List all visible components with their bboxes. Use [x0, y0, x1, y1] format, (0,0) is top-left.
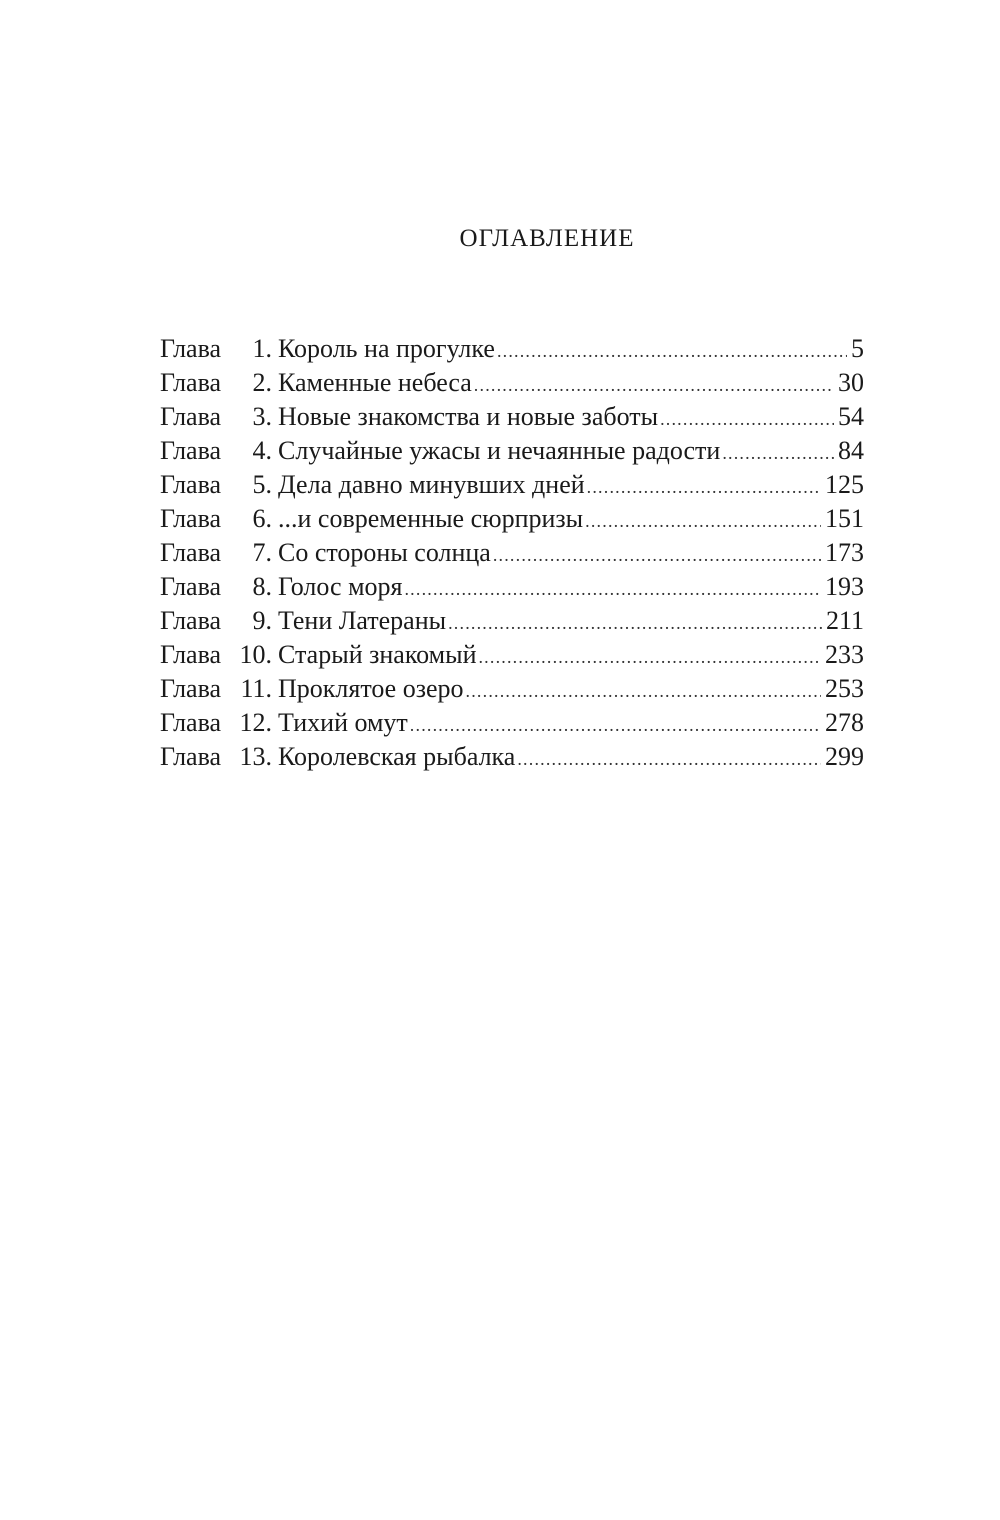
toc-entry[interactable] — [160, 570, 864, 604]
page-number: 173 — [825, 538, 864, 567]
chapter-word: Глава — [160, 368, 222, 397]
page-number: 233 — [825, 640, 864, 669]
toc-entry[interactable] — [160, 434, 864, 468]
chapter-number: 13. — [239, 742, 272, 771]
chapter-word: Глава — [160, 640, 222, 669]
dot-leader — [587, 470, 821, 504]
chapter-word: Глава — [160, 606, 222, 635]
chapter-word: Глава — [160, 674, 222, 703]
chapter-number: 1. — [252, 334, 272, 363]
chapter-word: Глава — [160, 470, 222, 499]
dot-leader — [517, 742, 821, 776]
chapter-title: Случайные ужасы и нечаянные радости — [278, 436, 721, 465]
chapter-number: 6. — [252, 504, 272, 533]
page-number: 193 — [825, 572, 864, 601]
page-number: 299 — [825, 742, 864, 771]
chapter-word: Глава — [160, 538, 222, 567]
chapter-title: Тени Латераны — [278, 606, 447, 635]
chapter-number: 9. — [252, 606, 272, 635]
chapter-title: Со стороны солнца — [278, 538, 491, 567]
chapter-number: 12. — [239, 708, 272, 737]
dot-leader — [466, 674, 821, 708]
page-title: ОГЛАВЛЕНИЕ — [459, 224, 635, 252]
dot-leader — [497, 334, 847, 368]
page-number: 125 — [825, 470, 864, 499]
dot-leader — [493, 538, 821, 572]
dot-leader — [448, 606, 822, 640]
page-number: 84 — [838, 436, 864, 465]
chapter-title: Новые знакомства и новые заботы — [278, 402, 659, 431]
page-number: 54 — [838, 402, 864, 431]
chapter-word: Глава — [160, 742, 222, 771]
page-number: 253 — [825, 674, 864, 703]
toc-entry[interactable] — [160, 400, 864, 434]
toc-entry[interactable] — [160, 740, 864, 774]
toc-entry[interactable] — [160, 332, 864, 366]
chapter-number: 11. — [240, 674, 272, 703]
page-number: 30 — [838, 368, 864, 397]
toc-entry[interactable] — [160, 468, 864, 502]
chapter-word: Глава — [160, 504, 222, 533]
chapter-title: Каменные небеса — [278, 368, 472, 397]
chapter-number: 10. — [239, 640, 272, 669]
dot-leader — [585, 504, 821, 538]
chapter-number: 5. — [252, 470, 272, 499]
page-number: 278 — [825, 708, 864, 737]
chapter-title: ...и современные сюрпризы — [278, 504, 584, 533]
chapter-number: 7. — [252, 538, 272, 567]
chapter-title: Голос моря — [278, 572, 403, 601]
page-number: 151 — [825, 504, 864, 533]
toc-entry[interactable] — [160, 672, 864, 706]
chapter-word: Глава — [160, 402, 222, 431]
chapter-word: Глава — [160, 708, 222, 737]
chapter-title: Проклятое озеро — [278, 674, 464, 703]
toc-entry[interactable] — [160, 536, 864, 570]
table-of-contents — [160, 332, 864, 774]
chapter-number: 2. — [252, 368, 272, 397]
toc-entry[interactable] — [160, 706, 864, 740]
chapter-title: Король на прогулке — [278, 334, 495, 363]
chapter-number: 4. — [252, 436, 272, 465]
page-number: 5 — [851, 334, 864, 363]
page-number: 211 — [825, 606, 864, 635]
dot-leader — [474, 368, 834, 402]
chapter-word: Глава — [160, 334, 222, 363]
chapter-title: Королевская рыбалка — [278, 742, 516, 771]
chapter-number: 3. — [252, 402, 272, 431]
dot-leader — [660, 402, 834, 436]
chapter-title: Старый знакомый — [278, 640, 477, 669]
toc-entry[interactable] — [160, 502, 864, 536]
dot-leader — [410, 708, 821, 742]
dot-leader — [722, 436, 834, 470]
chapter-number: 8. — [252, 572, 272, 601]
toc-entry[interactable] — [160, 638, 864, 672]
chapter-word: Глава — [160, 572, 222, 601]
dot-leader — [404, 572, 821, 606]
toc-entry[interactable] — [160, 366, 864, 400]
dot-leader — [478, 640, 821, 674]
chapter-word: Глава — [160, 436, 222, 465]
chapter-title: Тихий омут — [278, 708, 408, 737]
toc-entry[interactable] — [160, 604, 864, 638]
chapter-title: Дела давно минувших дней — [278, 470, 585, 499]
